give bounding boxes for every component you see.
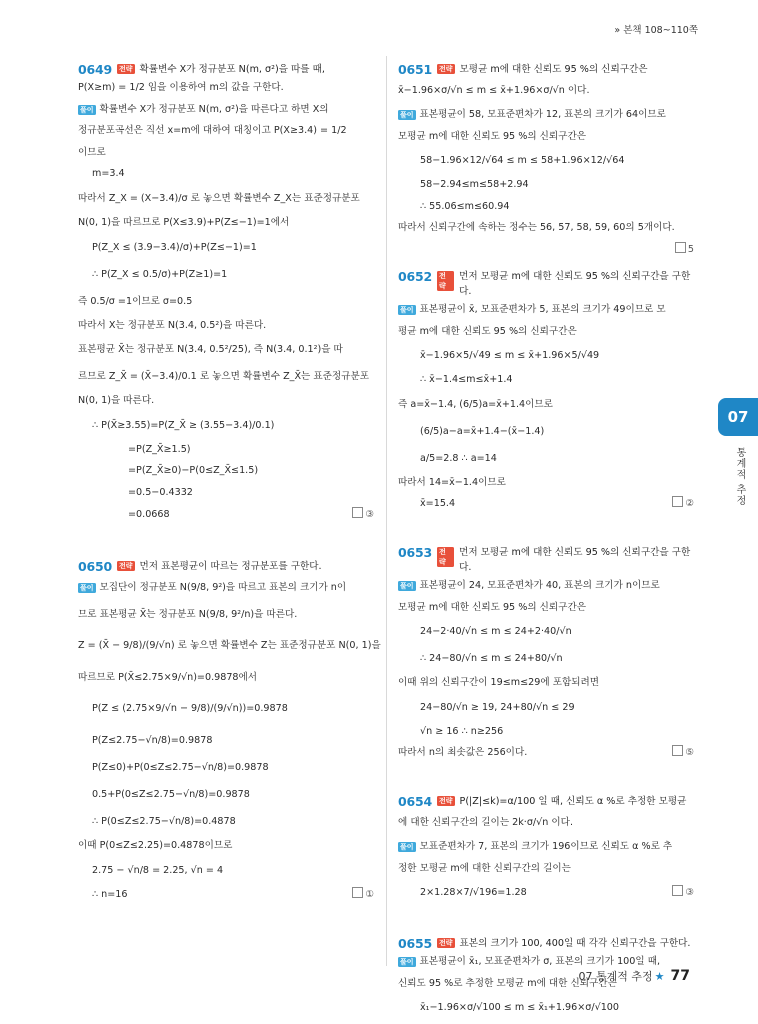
problem-header [398,62,694,77]
strategy-tag: 전략 [119,65,133,73]
answer: ③ [352,504,374,526]
star-icon: ★ [654,970,665,983]
left-column [78,62,381,905]
strategy-tag: 전략 [119,562,133,571]
answer-box-icon [352,507,363,518]
solution-tag: 풀이 [80,584,94,593]
problem-0651 [398,62,694,255]
solution-tag: 풀이 [400,842,414,851]
math-line: =P(Z_X̄≥1.5) [128,443,191,455]
text-line: 즉 0.5/σ =1이므로 σ=0.5 [78,295,193,307]
math-line: x̄=15.4 ② [398,493,694,515]
problem-0652 [398,269,694,515]
strategy-text: 먼저 모평균 m에 대한 신뢰도 95 %의 신뢰구간을 구한다. [459,546,691,573]
math-line: ∴ x̄−1.4≤m≤x̄+1.4 [420,374,513,386]
text-line: 풀이 표본평균이 x̄, 모표준편차가 5, 표본의 크기가 49이므로 모 [400,303,666,315]
problem-number: 0649 [78,62,112,77]
math-line: (6/5)a−a=x̄+1.4−(x̄−1.4) [420,425,545,437]
answer-box-icon [672,885,683,896]
problem-0649 [78,62,374,525]
strategy-text: 확률변수 X가 정규분포 N(m, σ²)을 따를 때, [139,64,325,75]
math-line: P(Z_X ≤ (3.9−3.4)/σ)+P(Z≤−1)=1 [92,241,257,253]
math-line: x̄₁−1.96×σ/√100 ≤ m ≤ x̄₁+1.96×σ/√100 [420,1002,620,1014]
page-number: 77 [670,968,690,984]
text-line: 정규분포곡선은 직선 x=m에 대하여 대칭이고 P(X≥3.4) = 1/2 [78,125,347,137]
solution-tag: 풀이 [80,105,94,114]
math-line: =0.5−0.4332 [128,486,193,498]
problem-0650 [78,559,381,905]
math-line: x̄−1.96×σ/√n ≤ m ≤ x̄+1.96×σ/√n 이다. [398,85,590,96]
text-line: 정한 모평균 m에 대한 신뢰구간의 길이는 [398,862,571,874]
math-line: P(Z ≤ (2.75×9/√n − 9/8)/(9/√n))=0.9878 [92,703,288,715]
math-line: P(Z≤0)+P(0≤Z≤2.75−√n/8)=0.9878 [92,762,269,774]
text-line: 표본평균 X̄는 정규분포 N(3.4, 0.5²/25), 즉 N(3.4, 0.1²)을 따 [78,344,343,356]
text-line: 따라서 14=x̄−1.4이므로 [398,476,506,488]
strategy-tag: 전략 [437,271,454,291]
text-line: 즉 a=x̄−1.4, (6/5)a=x̄+1.4이므로 [398,398,553,410]
text-line: 신뢰도 95 %로 추정한 모평균 m에 대한 신뢰구간은 [398,977,617,989]
text-line: P(X≥m) = 1/2 임을 이용하여 m의 값을 구한다. [78,82,284,93]
strategy-tag: 전략 [439,796,453,805]
text-line: 따라서 신뢰구간에 속하는 정수는 56, 57, 58, 59, 60의 5개이다. [398,222,675,234]
answer: ⑤ [672,742,694,764]
problem-number: 0651 [398,62,432,77]
solution-tag: 풀이 [400,305,414,314]
math-line: 24−80/√n ≥ 19, 24+80/√n ≤ 29 [420,701,575,713]
right-column [398,62,694,1021]
text-line: 이때 P(0≤Z≤2.25)=0.4878이므로 [78,840,233,852]
text-line: 따라서 n의 최솟값은 256이다. ⑤ [398,742,694,764]
math-line: a/5=2.8 ∴ a=14 [420,452,497,464]
strategy-text: 모평균 m에 대한 신뢰도 95 %의 신뢰구간은 [459,64,648,75]
solution-tag: 풀이 [400,581,414,590]
math-line: 58−1.96×12/√64 ≤ m ≤ 58+1.96×12/√64 [420,155,625,167]
problem-header [398,269,694,299]
textbook-page-reference: » 본책 108~110쪽 [614,25,698,36]
chapter-tab-title: 통계적 추정 [734,447,745,507]
strategy-text: 표본의 크기가 100, 400일 때 각각 신뢰구간을 구한다. [459,938,691,950]
text-line: 풀이 표본평균이 58, 모표준편차가 12, 표본의 크기가 64이므로 [400,109,666,120]
problem-header [78,62,374,77]
math-line: 24−2·40/√n ≤ m ≤ 24+2·40/√n [420,626,572,638]
text-line: 모평균 m에 대한 신뢰도 95 %의 신뢰구간은 [398,601,586,613]
math-line: ∴ n=16 ① [78,884,374,906]
text-line: 므로 표본평균 X̄는 정규분포 N(9/8, 9²/n)을 따른다. [78,609,298,621]
text-line: 따라서 X는 정규분포 N(3.4, 0.5²)을 따른다. [78,319,267,331]
math-line: ∴ 55.06≤m≤60.94 [420,200,510,212]
answer-box-icon [672,745,683,756]
problem-header [78,559,374,574]
math-line: 58−2.94≤m≤58+2.94 [420,179,529,191]
problem-number: 0655 [398,936,432,952]
text-line: Z = (X̄ − 9/8)/(9/√n) 로 놓으면 확률변수 Z는 표준정규분포 N(0, 1)을 [78,640,381,652]
text-line: 평균 m에 대한 신뢰도 95 %의 신뢰구간은 [398,325,577,337]
text-line: 모평균 m에 대한 신뢰도 95 %의 신뢰구간은 [398,130,586,142]
text-line: 이때 위의 신뢰구간이 19≤m≤29에 포함되려면 [398,677,600,689]
strategy-text: 먼저 모평균 m에 대한 신뢰도 95 %의 신뢰구간을 구한다. [459,270,691,297]
text-line: 따르므로 P(X̄≤2.75×9/√n)=0.9878에서 [78,672,258,684]
answer-box-icon [672,496,683,507]
column-divider [386,56,387,966]
solution-tag: 풀이 [400,111,414,119]
strategy-tag: 전략 [439,939,453,948]
answer: 5 [675,239,694,261]
strategy-tag: 전략 [439,65,453,73]
problem-number: 0654 [398,793,432,809]
text-line: N(0, 1)을 따른다. [78,395,155,407]
strategy-text: 먼저 표본평균이 따르는 정규분포를 구한다. [139,561,322,573]
math-line: P(Z≤2.75−√n/8)=0.9878 [92,735,213,747]
math-line: ∴ P(Z_X ≤ 0.5/σ)+P(Z≥1)=1 [92,268,228,280]
text-line: 따라서 Z_X = (X−3.4)/σ 로 놓으면 확률변수 Z_X는 표준정규분포 [78,192,360,204]
text-line: 이므로 [78,146,106,158]
answer: ③ [672,879,694,906]
strategy-tag: 전략 [437,547,454,567]
text-line: 풀이 모집단이 정규분포 N(9/8, 9²)을 따르고 표본의 크기가 n이 [80,582,347,594]
text-line: 르므로 Z_X̄ = (X̄−3.4)/0.1 로 놓으면 확률변수 Z_X̄는 표준정규분포 [78,371,369,383]
math-line: √n ≥ 16 ∴ n≥256 [420,725,504,737]
math-line: x̄−1.96×5/√49 ≤ m ≤ x̄+1.96×5/√49 [420,350,600,362]
math-line: m=3.4 [92,168,125,180]
problem-number: 0650 [78,559,112,575]
footer-chapter: 07 통계적 추정 [578,970,653,983]
text-line: 풀이 표본평균이 x̄₁, 모표준편차가 σ, 표본의 크기가 100일 때, [400,956,661,968]
strategy-text: P(|Z|≤k)=α/100 일 때, 신뢰도 α %로 추정한 모평균 [459,795,687,807]
problem-0654 [398,794,694,906]
math-line: 0.5+P(0≤Z≤2.75−√n/8)=0.9878 [92,789,250,801]
page-footer [579,968,690,984]
text-line: 풀이 확률변수 X가 정규분포 N(m, σ²)을 따른다고 하면 X의 [80,103,329,115]
math-line: ∴ P(0≤Z≤2.75−√n/8)=0.4878 [92,816,236,828]
answer-box-icon [352,887,363,898]
problem-0653 [398,545,694,764]
problem-number: 0652 [398,268,432,284]
text-line: N(0, 1)을 따르므로 P(X≤3.9)+P(Z≤−1)=1에서 [78,216,290,228]
math-line: =P(Z_X̄≥0)−P(0≤Z_X̄≤1.5) [128,465,259,477]
answer-box-icon [675,242,686,253]
problem-header [398,545,694,575]
problem-header [398,936,694,951]
solution-tag: 풀이 [400,958,414,967]
problem-number: 0653 [398,544,432,560]
math-line: 2×1.28×7/√196=1.28 ③ [398,879,694,906]
answer: ① [352,884,374,906]
problem-header [398,794,694,809]
answer: ② [672,493,694,515]
math-line: 2.75 − √n/8 = 2.25, √n = 4 [92,864,224,876]
text-line: 에 대한 신뢰구간의 길이는 2k·σ/√n 이다. [398,816,573,828]
text-line: 풀이 표본평균이 24, 모표준편차가 40, 표본의 크기가 n이므로 [400,579,660,591]
math-line: =0.0668 ③ [78,504,374,526]
chapter-tab: 07 [718,398,758,436]
math-line: ∴ 24−80/√n ≤ m ≤ 24+80/√n [420,653,563,665]
math-line: ∴ P(X̄≥3.55)=P(Z_X̄ ≥ (3.55−3.4)/0.1) [92,419,275,431]
text-line: 풀이 모표준편차가 7, 표본의 크기가 196이므로 신뢰도 α %로 추 [400,840,673,852]
